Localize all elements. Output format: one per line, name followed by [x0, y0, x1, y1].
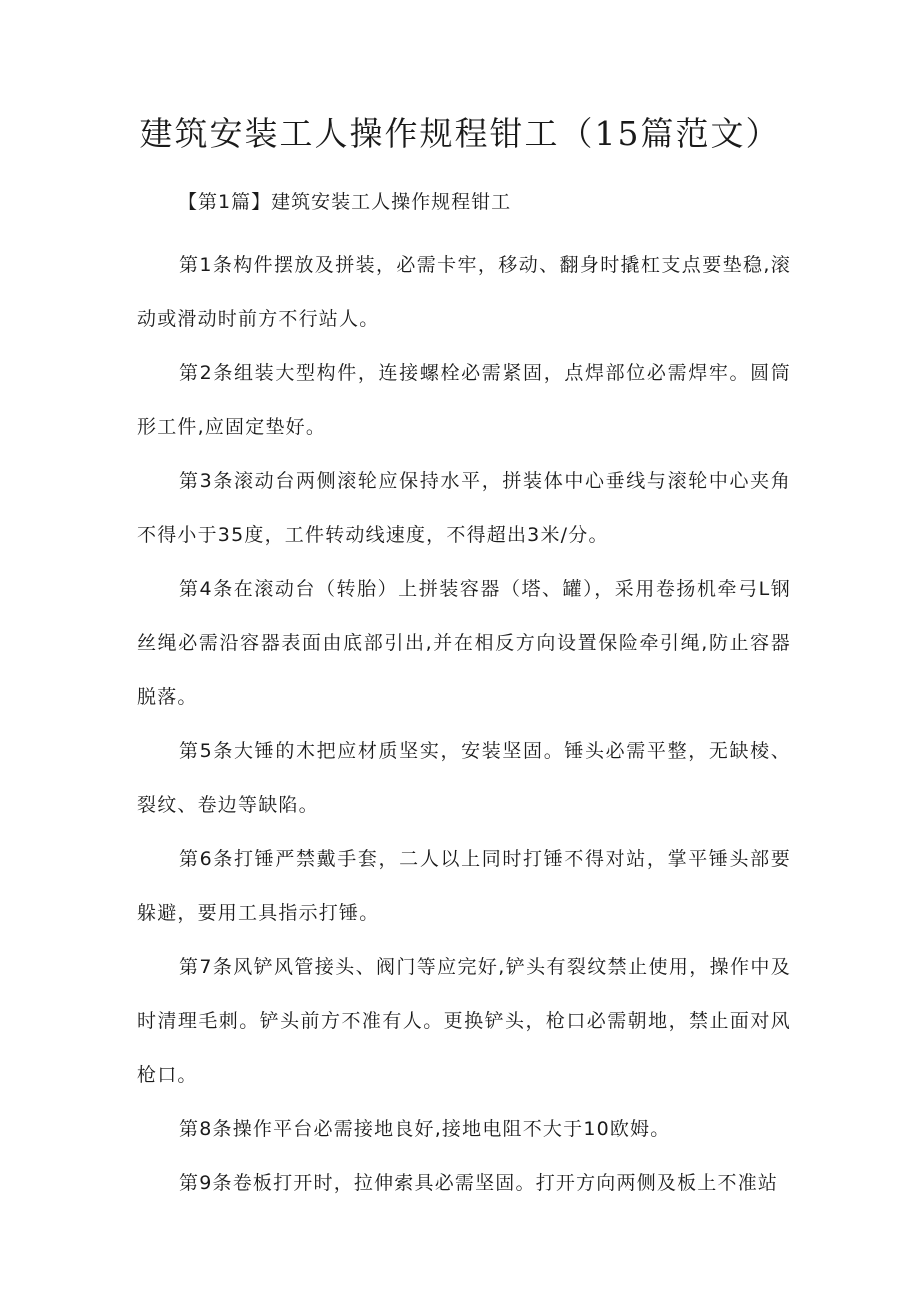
- paragraph-article-3: 第3条滚动台两侧滚轮应保持水平，拼装体中心垂线与滚轮中心夹角不得小于35度，工件转动线速度，不得超出3米/分。: [137, 470, 791, 546]
- paragraph-article-4: 第4条在滚动台（转胎）上拼装容器（塔、罐），采用卷扬机牵弓L钢丝绳必需沿容器表面由底部引出,并在相反方向设置保险牵引绳,防止容器脱落。: [137, 578, 791, 708]
- paragraph-article-2: 第2条组装大型构件，连接螺栓必需紧固，点焊部位必需焊牢。圆筒形工件,应固定垫好。: [137, 362, 791, 438]
- paragraph-article-6: 第6条打锤严禁戴手套，二人以上同时打锤不得对站，掌平锤头部要躲避，要用工具指示打锤。: [137, 848, 791, 924]
- paragraph-article-9: 第9条卷板打开时，拉伸索具必需坚固。打开方向两侧及板上不准站: [179, 1172, 779, 1194]
- document-title: 建筑安装工人操作规程钳工（15篇范文）: [139, 114, 781, 153]
- paragraph-article-7: 第7条风铲风管接头、阀门等应完好,铲头有裂纹禁止使用，操作中及时清理毛刺。铲头前方不准有人。更换铲头，枪口必需朝地，禁止面对风枪口。: [137, 956, 791, 1086]
- paragraph-article-1: 第1条构件摆放及拼装，必需卡牢，移动、翻身时撬杠支点要垫稳,滚动或滑动时前方不行站人。: [137, 254, 791, 330]
- paragraph-article-5: 第5条大锤的木把应材质坚实，安装坚固。锤头必需平整，无缺棱、裂纹、卷边等缺陷。: [137, 740, 791, 816]
- section-heading: 【第1篇】建筑安装工人操作规程钳工: [178, 191, 512, 213]
- paragraph-article-8: 第8条操作平台必需接地良好,接地电阻不大于10欧姆。: [179, 1118, 671, 1140]
